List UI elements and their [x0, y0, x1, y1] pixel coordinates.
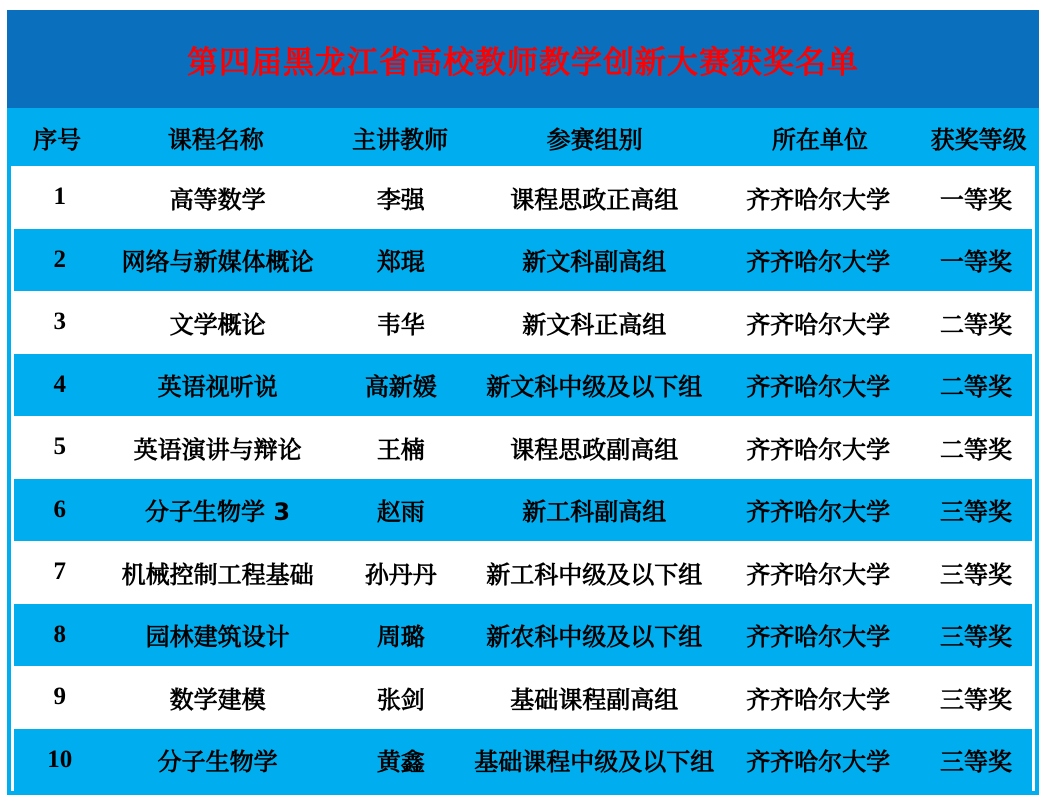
table-row — [14, 604, 1032, 667]
cell-unit: 齐齐哈尔大学 — [746, 373, 891, 402]
cell-teacher: 赵雨 — [376, 498, 425, 527]
cell-index: 1 — [53, 183, 67, 211]
table-body — [11, 166, 1035, 791]
cell-group: 课程思政副高组 — [510, 435, 679, 464]
cell-index: 5 — [53, 433, 67, 461]
cell-index: 4 — [53, 370, 67, 398]
cell-group: 新工科副高组 — [522, 498, 667, 527]
cell-index: 6 — [53, 495, 67, 523]
page-title: 第四届黑龙江省高校教师教学创新大赛获奖名单 — [187, 44, 859, 81]
cell-group: 基础课程副高组 — [510, 685, 679, 714]
cell-unit: 齐齐哈尔大学 — [746, 623, 891, 652]
table-row — [14, 729, 1032, 792]
table-row — [14, 229, 1032, 292]
table-header-row — [11, 108, 1035, 166]
cell-unit: 齐齐哈尔大学 — [746, 685, 891, 714]
table-row — [14, 479, 1032, 542]
cell-unit: 齐齐哈尔大学 — [746, 185, 891, 214]
cell-group: 课程思政正高组 — [510, 185, 679, 214]
cell-group: 基础课程中级及以下组 — [474, 748, 715, 777]
cell-teacher: 李强 — [376, 185, 425, 214]
awards-table — [7, 10, 1039, 795]
cell-award: 一等奖 — [939, 248, 1012, 277]
cell-award: 三等奖 — [939, 685, 1012, 714]
cell-award: 一等奖 — [939, 185, 1012, 214]
cell-index: 7 — [53, 558, 67, 586]
cell-course: 分子生物学 — [157, 748, 278, 777]
cell-index: 3 — [53, 308, 67, 336]
cell-unit: 齐齐哈尔大学 — [746, 748, 891, 777]
cell-course: 文学概论 — [169, 310, 266, 339]
cell-course: 英语视听说 — [157, 373, 278, 402]
cell-group: 新工科中级及以下组 — [486, 560, 703, 589]
cell-course: 园林建筑设计 — [145, 623, 290, 652]
cell-course: 分子生物学 3 — [145, 498, 291, 527]
cell-course: 高等数学 — [169, 185, 266, 214]
cell-index: 2 — [53, 245, 67, 273]
cell-unit: 齐齐哈尔大学 — [746, 248, 891, 277]
table-row — [14, 541, 1032, 604]
cell-award: 三等奖 — [939, 748, 1012, 777]
cell-course: 英语演讲与辩论 — [133, 435, 302, 464]
cell-teacher: 韦华 — [376, 310, 425, 339]
table-row — [14, 666, 1032, 729]
column-header-award: 获奖等级 — [930, 125, 1027, 154]
cell-course: 数学建模 — [169, 685, 266, 714]
column-header-teacher: 主讲教师 — [352, 125, 449, 154]
cell-award: 三等奖 — [939, 560, 1012, 589]
cell-teacher: 郑琨 — [376, 248, 425, 277]
cell-course: 网络与新媒体概论 — [121, 248, 314, 277]
cell-teacher: 孙丹丹 — [364, 560, 437, 589]
table-row — [14, 354, 1032, 417]
cell-unit: 齐齐哈尔大学 — [746, 498, 891, 527]
column-header-unit: 所在单位 — [771, 125, 868, 154]
table-row — [14, 416, 1032, 479]
table-row — [14, 291, 1032, 354]
cell-index: 9 — [53, 683, 67, 711]
cell-course: 机械控制工程基础 — [121, 560, 314, 589]
cell-award: 二等奖 — [939, 435, 1012, 464]
column-header-index: 序号 — [33, 125, 82, 154]
cell-group: 新农科中级及以下组 — [486, 623, 703, 652]
cell-award: 三等奖 — [939, 623, 1012, 652]
cell-index: 10 — [47, 745, 73, 773]
cell-unit: 齐齐哈尔大学 — [746, 310, 891, 339]
cell-award: 三等奖 — [939, 498, 1012, 527]
cell-teacher: 王楠 — [376, 435, 425, 464]
cell-award: 二等奖 — [939, 310, 1012, 339]
table-row — [14, 166, 1032, 229]
cell-teacher: 黄鑫 — [376, 748, 425, 777]
cell-teacher: 周璐 — [376, 623, 425, 652]
column-header-group: 参赛组别 — [546, 125, 643, 154]
cell-unit: 齐齐哈尔大学 — [746, 435, 891, 464]
cell-index: 8 — [53, 620, 67, 648]
cell-group: 新文科正高组 — [522, 310, 667, 339]
column-header-course: 课程名称 — [167, 125, 264, 154]
cell-teacher: 张剑 — [376, 685, 425, 714]
cell-unit: 齐齐哈尔大学 — [746, 560, 891, 589]
cell-group: 新文科中级及以下组 — [486, 373, 703, 402]
cell-group: 新文科副高组 — [522, 248, 667, 277]
cell-award: 二等奖 — [939, 373, 1012, 402]
title-band — [7, 10, 1039, 108]
cell-teacher: 高新媛 — [364, 373, 437, 402]
